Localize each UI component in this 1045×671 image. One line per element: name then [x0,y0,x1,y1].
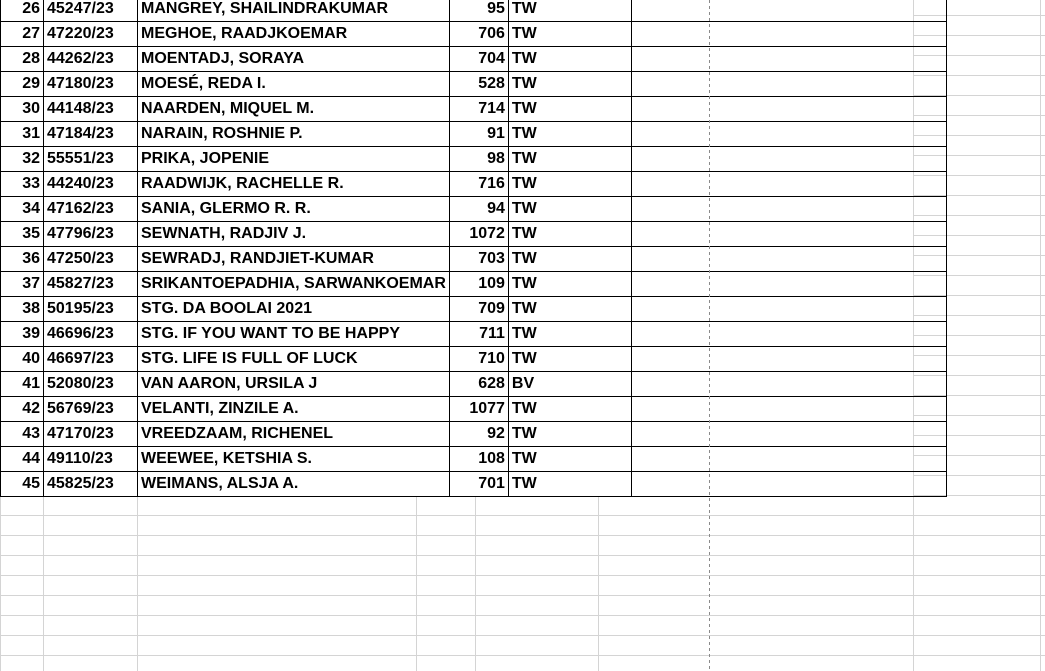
cell-number[interactable]: 1077 [449,397,508,422]
table-row [1,47,947,72]
cell-row-number[interactable]: 30 [1,97,44,122]
cell-number[interactable]: 91 [449,122,508,147]
cell-number[interactable]: 701 [449,472,508,497]
cell-number[interactable]: 1072 [449,222,508,247]
cell-row-number[interactable]: 39 [1,322,44,347]
cell-case-number[interactable]: 47250/23 [44,247,138,272]
table-row [1,247,947,272]
cell-name[interactable]: VAN AARON, URSILA J [138,372,450,397]
cell-name[interactable]: MOENTADJ, SORAYA [138,47,450,72]
cell-type[interactable]: TW [508,47,631,72]
cell-empty[interactable] [631,272,946,297]
cell-row-number[interactable]: 35 [1,222,44,247]
cell-row-number[interactable]: 45 [1,472,44,497]
cell-row-number[interactable]: 27 [1,22,44,47]
cell-row-number[interactable]: 42 [1,397,44,422]
cell-name[interactable]: VELANTI, ZINZILE A. [138,397,450,422]
cell-row-number[interactable]: 26 [1,0,44,22]
cell-empty[interactable] [631,347,946,372]
cell-type[interactable]: TW [508,72,631,97]
table-row [1,172,947,197]
cell-row-number[interactable]: 29 [1,72,44,97]
table-row [1,197,947,222]
cell-row-number[interactable]: 38 [1,297,44,322]
cell-row-number[interactable]: 32 [1,147,44,172]
cell-row-number[interactable]: 37 [1,272,44,297]
cell-name[interactable]: SANIA, GLERMO R. R. [138,197,450,222]
cell-case-number[interactable]: 50195/23 [44,297,138,322]
cell-row-number[interactable]: 40 [1,347,44,372]
cell-empty[interactable] [631,472,946,497]
cell-row-number[interactable]: 44 [1,447,44,472]
cell-name[interactable]: SEWRADJ, RANDJIET-KUMAR [138,247,450,272]
cell-number[interactable]: 108 [449,447,508,472]
cell-type[interactable]: TW [508,122,631,147]
cell-number[interactable]: 92 [449,422,508,447]
cell-number[interactable]: 709 [449,297,508,322]
cell-empty[interactable] [631,197,946,222]
cell-name[interactable]: MOESÉ, REDA I. [138,72,450,97]
cell-name[interactable]: SEWNATH, RADJIV J. [138,222,450,247]
cell-empty[interactable] [631,72,946,97]
table-row [1,472,947,497]
cell-number[interactable]: 711 [449,322,508,347]
cell-number[interactable]: 628 [449,372,508,397]
cell-number[interactable]: 95 [449,0,508,22]
cell-type[interactable]: TW [508,272,631,297]
cell-type[interactable]: TW [508,222,631,247]
cell-number[interactable]: 704 [449,47,508,72]
cell-case-number[interactable]: 55551/23 [44,147,138,172]
table-row [1,147,947,172]
gridline [1040,0,1041,671]
cell-case-number[interactable]: 44262/23 [44,47,138,72]
cell-name[interactable]: STG. LIFE IS FULL OF LUCK [138,347,450,372]
cell-name[interactable]: NAARDEN, MIQUEL M. [138,97,450,122]
cell-row-number[interactable]: 43 [1,422,44,447]
cell-empty[interactable] [631,222,946,247]
cell-number[interactable]: 716 [449,172,508,197]
cell-name[interactable]: RAADWIJK, RACHELLE R. [138,172,450,197]
cell-row-number[interactable]: 31 [1,122,44,147]
cell-empty[interactable] [631,0,946,22]
cell-name[interactable]: SRIKANTOEPADHIA, SARWANKOEMAR [138,272,450,297]
cell-name[interactable]: STG. DA BOOLAI 2021 [138,297,450,322]
cell-name[interactable]: MEGHOE, RAADJKOEMAR [138,22,450,47]
cell-name[interactable]: PRIKA, JOPENIE [138,147,450,172]
cell-type[interactable]: BV [508,372,631,397]
cell-row-number[interactable]: 36 [1,247,44,272]
cell-empty[interactable] [631,422,946,447]
cell-type[interactable]: TW [508,347,631,372]
cell-empty[interactable] [631,122,946,147]
cell-case-number[interactable]: 46697/23 [44,347,138,372]
cell-type[interactable]: TW [508,322,631,347]
cell-name[interactable]: VREEDZAAM, RICHENEL [138,422,450,447]
cell-case-number[interactable]: 49110/23 [44,447,138,472]
cell-case-number[interactable]: 45825/23 [44,472,138,497]
cell-empty[interactable] [631,47,946,72]
cell-empty[interactable] [631,247,946,272]
cell-empty[interactable] [631,172,946,197]
cell-name[interactable]: NARAIN, ROSHNIE P. [138,122,450,147]
cell-case-number[interactable]: 47162/23 [44,197,138,222]
cell-case-number[interactable]: 47220/23 [44,22,138,47]
cell-case-number[interactable]: 45247/23 [44,0,138,22]
table-row [1,347,947,372]
cell-empty[interactable] [631,22,946,47]
cell-case-number[interactable]: 56769/23 [44,397,138,422]
cell-empty[interactable] [631,372,946,397]
cell-number[interactable]: 528 [449,72,508,97]
cell-name[interactable]: STG. IF YOU WANT TO BE HAPPY [138,322,450,347]
cell-row-number[interactable]: 28 [1,47,44,72]
cell-row-number[interactable]: 34 [1,197,44,222]
cell-number[interactable]: 98 [449,147,508,172]
table-row [1,122,947,147]
table-row [1,222,947,247]
cell-case-number[interactable]: 44148/23 [44,97,138,122]
cell-case-number[interactable]: 47170/23 [44,422,138,447]
cell-number[interactable]: 703 [449,247,508,272]
cell-case-number[interactable]: 45827/23 [44,272,138,297]
cell-name[interactable]: MANGREY, SHAILINDRAKUMAR [138,0,450,22]
cell-case-number[interactable]: 47180/23 [44,72,138,97]
table-row [1,322,947,347]
cell-type[interactable]: TW [508,172,631,197]
cell-row-number[interactable]: 33 [1,172,44,197]
cell-type[interactable]: TW [508,472,631,497]
cell-number[interactable]: 706 [449,22,508,47]
cell-number[interactable]: 714 [449,97,508,122]
table-row [1,447,947,472]
table-row [1,22,947,47]
cell-empty[interactable] [631,397,946,422]
cell-type[interactable]: TW [508,447,631,472]
cell-name[interactable]: WEEWEE, KETSHIA S. [138,447,450,472]
table-row [1,372,947,397]
cell-empty[interactable] [631,97,946,122]
cell-empty[interactable] [631,322,946,347]
cell-case-number[interactable]: 47796/23 [44,222,138,247]
cell-type[interactable]: TW [508,22,631,47]
cell-type[interactable]: TW [508,0,631,22]
table-row [1,397,947,422]
cell-number[interactable]: 710 [449,347,508,372]
cell-case-number[interactable]: 44240/23 [44,172,138,197]
cell-type[interactable]: TW [508,397,631,422]
cell-row-number[interactable]: 41 [1,372,44,397]
table-row [1,0,947,22]
cell-type[interactable]: TW [508,197,631,222]
cell-type[interactable]: TW [508,147,631,172]
cell-number[interactable]: 109 [449,272,508,297]
cell-case-number[interactable]: 52080/23 [44,372,138,397]
cell-type[interactable]: TW [508,97,631,122]
cell-case-number[interactable]: 47184/23 [44,122,138,147]
cell-number[interactable]: 94 [449,197,508,222]
cell-type[interactable]: TW [508,422,631,447]
cell-type[interactable]: TW [508,297,631,322]
table-row [1,97,947,122]
table-row [1,297,947,322]
table-row [1,72,947,97]
table-row [1,422,947,447]
cell-empty[interactable] [631,297,946,322]
cell-case-number[interactable]: 46696/23 [44,322,138,347]
cell-name[interactable]: WEIMANS, ALSJA A. [138,472,450,497]
cell-empty[interactable] [631,447,946,472]
cell-type[interactable]: TW [508,247,631,272]
cell-empty[interactable] [631,147,946,172]
table-row [1,272,947,297]
